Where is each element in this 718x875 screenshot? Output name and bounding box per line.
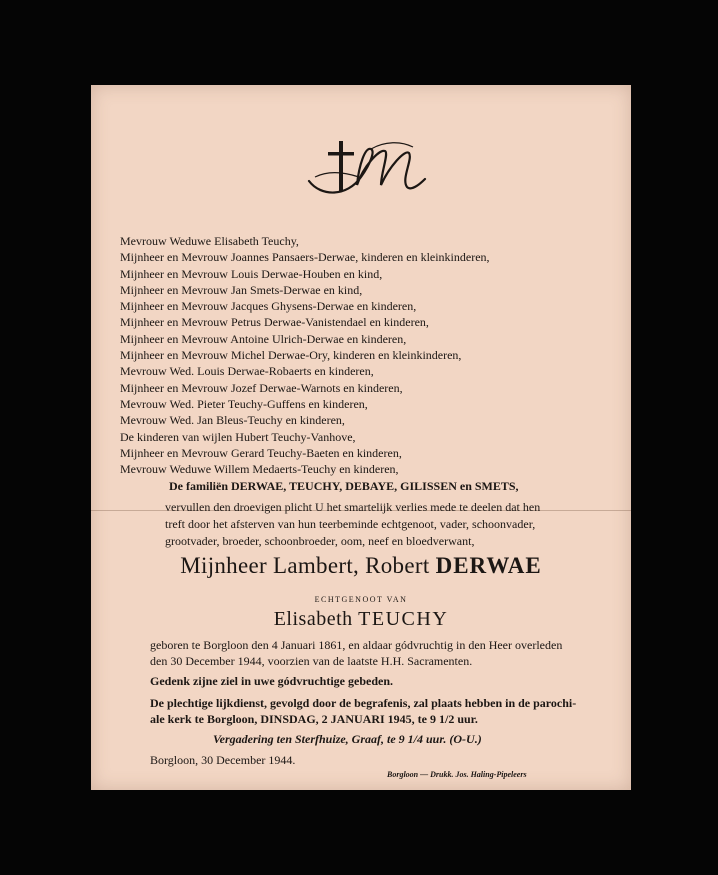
place-date: Borgloon, 30 December 1944. — [150, 753, 296, 767]
deceased-title: Mijnheer Lambert, Robert — [180, 553, 430, 578]
list-item: Mijnheer en Mevrouw Petrus Derwae-Vanistendael en kinderen, — [120, 315, 429, 330]
mourning-card — [91, 85, 631, 790]
list-item: Mevrouw Wed. Pieter Teuchy-Guffens en kinderen, — [120, 396, 368, 411]
list-item: Mijnheer en Mevrouw Louis Derwae-Houben en kind, — [120, 266, 383, 281]
list-item: Mijnheer en Mevrouw Joannes Pansaers-Derwae, kinderen en kleinkinderen, — [120, 250, 490, 265]
list-item: Mijnheer en Mevrouw Antoine Ulrich-Derwae en kinderen, — [120, 331, 407, 346]
list-item: Mijnheer en Mevrouw Jozef Derwae-Warnots en kinderen, — [120, 380, 403, 395]
spouse-first: Elisabeth — [273, 608, 353, 630]
list-item: Mijnheer en Mevrouw Jan Smets-Derwae en kind, — [120, 282, 363, 297]
list-item: Mevrouw Weduwe Willem Medaerts-Teuchy en kinderen, — [120, 462, 399, 477]
list-item: Mijnheer en Mevrouw Gerard Teuchy-Baeten en kinderen, — [120, 445, 402, 460]
list-item: Mevrouw Weduwe Elisabeth Teuchy, — [120, 234, 299, 248]
prayer-line: Gedenk zijne ziel in uwe gódvruchtige gebeden. — [150, 674, 393, 688]
spouse-of-label: ECHTGENOOT VAN — [314, 595, 408, 604]
funeral-text — [150, 695, 576, 727]
born-line: den 30 December 1944, voorzien van de laatste H.H. Sacramenten. — [150, 654, 473, 668]
spouse-surname: TEUCHY — [358, 608, 449, 630]
announcement-line: vervullen den droevigen plicht U het smartelijk verlies mede te deelen dat hen — [165, 500, 541, 514]
announcement-line: treft door het afsterven van hun teerbeminde echtgenoot, vader, schoonvader, — [165, 517, 536, 531]
funeral-line: De plechtige lijkdienst, gevolgd door de begrafenis, zal plaats hebben in de parochi- — [150, 696, 577, 710]
list-item: Mevrouw Wed. Louis Derwae-Robaerts en kinderen, — [120, 364, 374, 379]
birth-death-text — [150, 637, 562, 669]
list-item: Mijnheer en Mevrouw Jacques Ghysens-Derwae en kinderen, — [120, 299, 417, 314]
families-line: De familiën DERWAE, TEUCHY, DEBAYE, GILISSEN en SMETS, — [169, 479, 519, 493]
born-line: geboren te Borgloon den 4 Januari 1861, en aldaar gódvruchtig in den Heer overleden — [150, 638, 563, 652]
list-item: Mevrouw Wed. Jan Bleus-Teuchy en kinderen, — [120, 413, 345, 428]
deceased-name — [146, 553, 576, 579]
announcement-line: grootvader, broeder, schoonbroeder, oom, neef en bloedverwant, — [165, 534, 475, 548]
list-item: Mijnheer en Mevrouw Michel Derwae-Ory, kinderen en kleinkinderen, — [120, 348, 462, 363]
cross-monogram-icon — [301, 137, 431, 203]
mourners-list — [120, 233, 620, 477]
spouse-name — [91, 608, 631, 631]
announcement-text — [165, 499, 540, 550]
printer-credit: Borgloon — Drukk. Jos. Haling-Pipeleers — [387, 770, 527, 779]
funeral-line: ale kerk te Borgloon, DINSDAG, 2 JANUARI 1945, te 9 1/2 uur. — [150, 712, 478, 726]
list-item: De kinderen van wijlen Hubert Teuchy-Vanhove, — [120, 429, 356, 444]
deceased-surname: DERWAE — [435, 553, 542, 578]
meeting-line: Vergadering ten Sterfhuize, Graaf, te 9 1/4 uur. (O-U.) — [213, 732, 482, 746]
